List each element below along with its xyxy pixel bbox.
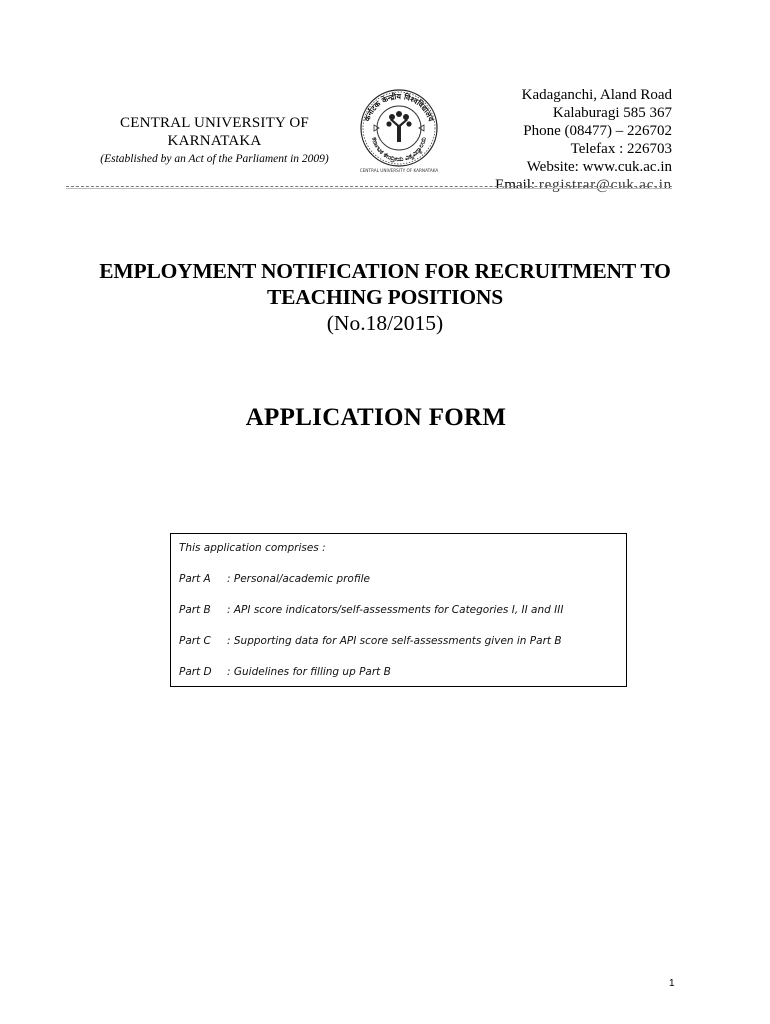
notification-number: (No.18/2015) (326, 311, 444, 335)
contact-details (495, 86, 672, 194)
header-divider (66, 186, 672, 187)
phone-number: Phone (08477) – 226702 (523, 123, 672, 139)
part-row-d (179, 665, 626, 679)
email-line (495, 176, 672, 194)
part-code: Part A (179, 573, 211, 585)
application-parts-box (170, 533, 627, 687)
notification-title (0, 258, 770, 337)
header-divider-underline (66, 188, 672, 189)
address-line2: Kalaburagi 585 367 (552, 105, 672, 121)
address-line1: Kadaganchi, Aland Road (521, 87, 672, 103)
part-code: Part B (179, 604, 211, 616)
seal-bottom-text: ಕರ್ನಾಟಕ ಕೇಂದ್ರೀಯ ವಿಶ್ವವಿದ್ಯಾಲಯ (370, 136, 428, 164)
part-row-a (179, 572, 626, 586)
seal-caption: CENTRAL UNIVERSITY OF KARNATAKA (359, 168, 439, 173)
university-header (72, 114, 357, 167)
telefax-number: Telefax : 226703 (570, 141, 672, 157)
part-description: : Supporting data for API score self-assessments given in Part B (227, 635, 562, 647)
title-line2: TEACHING POSITIONS (267, 285, 503, 309)
part-code: Part D (179, 666, 212, 678)
part-description: : API score indicators/self-assessments for Categories I, II and III (227, 604, 564, 616)
parts-intro: This application comprises : (179, 542, 326, 554)
email-link[interactable]: registrar@cuk.ac.in (538, 177, 672, 193)
part-description: : Guidelines for filling up Part B (227, 666, 391, 678)
part-row-b (179, 603, 626, 617)
university-seal-icon (352, 84, 448, 174)
form-heading: APPLICATION FORM (245, 404, 507, 431)
website: Website: www.cuk.ac.in (526, 159, 672, 175)
part-code: Part C (179, 635, 211, 647)
seal-top-text: कर्नाटक केन्द्रीय विश्वविद्यालय (362, 91, 436, 123)
university-name-line1: CENTRAL UNIVERSITY OF (120, 115, 309, 131)
university-logo (352, 84, 448, 174)
svg-text:कर्नाटक केन्द्रीय विश्वविद्याल (362, 92, 436, 124)
email-label: Email: (495, 177, 539, 193)
university-name-line2: KARNATAKA (167, 133, 262, 149)
establishment-note: (Established by an Act of the Parliament in 2009) (100, 153, 329, 165)
part-description: : Personal/academic profile (227, 573, 371, 585)
page-number: 1 (669, 978, 675, 989)
title-line1: EMPLOYMENT NOTIFICATION FOR RECRUITMENT TO (99, 259, 671, 283)
part-row-c (179, 634, 626, 648)
